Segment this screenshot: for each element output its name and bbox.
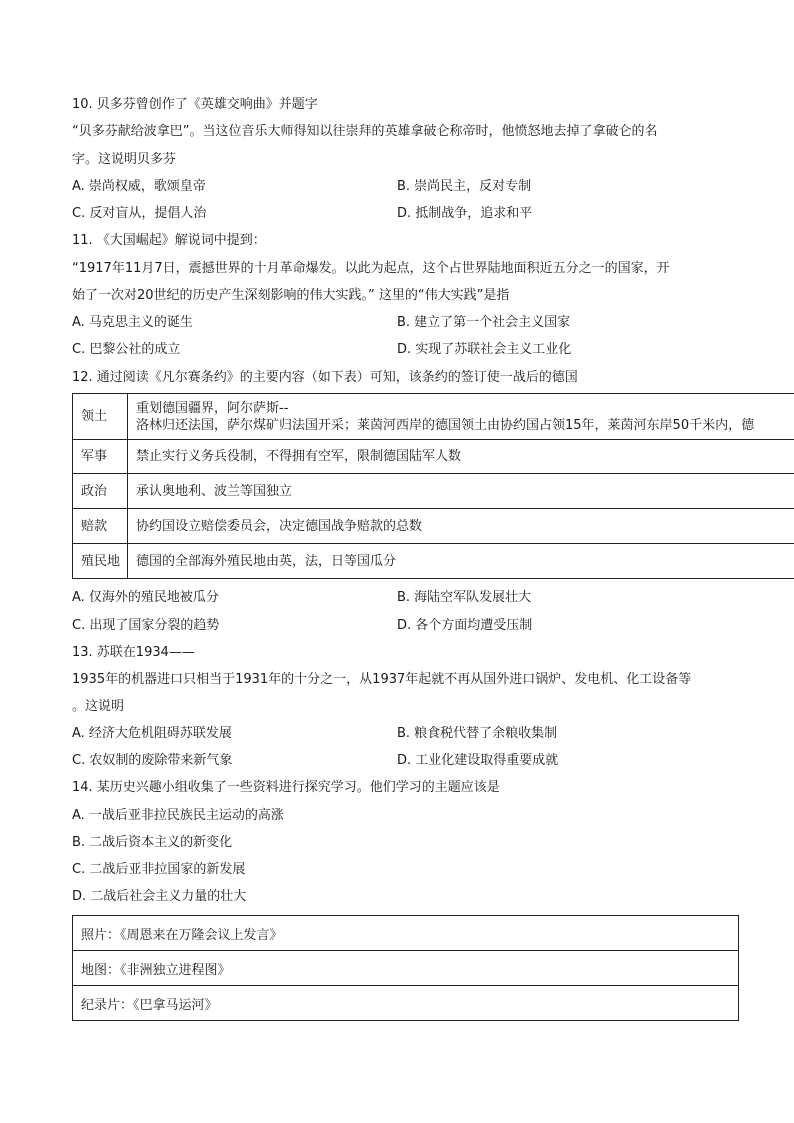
source-cell: 纪录片：《巴拿马运河》 bbox=[73, 986, 739, 1021]
q13-stem-line1: 13. 苏联在1934—— bbox=[72, 645, 195, 660]
q12-option-c: C. 出现了国家分裂的趋势 bbox=[72, 618, 220, 633]
table-row bbox=[73, 440, 794, 474]
q13-option-d: D. 工业化建设取得重要成就 bbox=[397, 753, 559, 768]
table-row bbox=[73, 951, 739, 986]
q10-stem-line3: 字。这说明贝多芬 bbox=[72, 152, 177, 167]
row-content bbox=[128, 394, 794, 440]
q11-stem-line3: 始了一次对20世纪的历史产生深刻影响的伟大实践。” 这里的“伟大实践”是指 bbox=[72, 288, 510, 303]
treaty-table bbox=[72, 393, 794, 579]
sources-table bbox=[72, 915, 739, 1021]
table-row bbox=[73, 916, 739, 951]
q10-option-b: B. 崇尚民主，反对专制 bbox=[397, 179, 532, 194]
q11-option-b: B. 建立了第一个社会主义国家 bbox=[397, 315, 571, 330]
q13-option-b: B. 粮食税代替了余粮收集制 bbox=[397, 726, 558, 741]
q14-option-a: A. 一战后亚非拉民族民主运动的高涨 bbox=[72, 808, 284, 823]
row-content: 协约国设立赔偿委员会，决定德国战争赔款的总数 bbox=[128, 509, 794, 544]
row-key: 领土 bbox=[73, 394, 128, 440]
table-row bbox=[73, 509, 794, 544]
q10-stem-line2: “贝多芬献给波拿巴”。当这位音乐大师得知以往崇拜的英雄拿破仑称帝时，他愤怒地去掉了拿破仑的名 bbox=[72, 124, 658, 139]
table-row bbox=[73, 474, 794, 509]
q11-stem-line1: 11. 《大国崛起》解说词中提到： bbox=[72, 233, 266, 248]
table-row bbox=[73, 394, 794, 440]
table-row bbox=[73, 544, 794, 579]
row-content-line1: 重划德国疆界，阿尔萨斯-- bbox=[136, 400, 289, 416]
q11-stem-line2: “1917年11月7日，震撼世界的十月革命爆发。以此为起点，这个占世界陆地面积近五分之一的国家，开 bbox=[72, 261, 670, 276]
row-content-line2: 洛林归还法国，萨尔煤矿归法国开采；莱茵河西岸的德国领土由协约国占领15年，莱茵河东岸50千米内，德 bbox=[136, 417, 755, 433]
row-key: 政治 bbox=[73, 474, 128, 509]
q10-option-c: C. 反对盲从，提倡人治 bbox=[72, 206, 207, 221]
q13-option-a: A. 经济大危机阻碍苏联发展 bbox=[72, 726, 232, 741]
q14-stem: 14. 某历史兴趣小组收集了一些资料进行探究学习。他们学习的主题应该是 bbox=[72, 780, 500, 795]
q10-option-d: D. 抵制战争，追求和平 bbox=[397, 206, 533, 221]
row-content: 承认奥地利、波兰等国独立 bbox=[128, 474, 794, 509]
q10-option-a: A. 崇尚权威，歌颂皇帝 bbox=[72, 179, 206, 194]
q14-option-c: C. 二战后亚非拉国家的新发展 bbox=[72, 862, 246, 877]
q13-stem-line2: 1935年的机器进口只相当于1931年的十分之一，从1937年起就不再从国外进口锅炉、发电机、化工设备等 bbox=[72, 672, 692, 687]
q12-stem: 12. 通过阅读《凡尔赛条约》的主要内容（如下表）可知，该条约的签订使一战后的德国 bbox=[72, 370, 578, 385]
source-cell: 照片：《周恩来在万隆会议上发言》 bbox=[73, 916, 739, 951]
q14-option-b: B. 二战后资本主义的新变化 bbox=[72, 835, 233, 850]
q11-option-a: A. 马克思主义的诞生 bbox=[72, 315, 193, 330]
q11-option-c: C. 巴黎公社的成立 bbox=[72, 342, 181, 357]
q13-stem-line3: 。这说明 bbox=[72, 699, 125, 714]
q14-option-d: D. 二战后社会主义力量的壮大 bbox=[72, 889, 247, 904]
q11-option-d: D. 实现了苏联社会主义工业化 bbox=[397, 342, 572, 357]
q12-option-b: B. 海陆空军队发展壮大 bbox=[397, 590, 532, 605]
q12-option-d: D. 各个方面均遭受压制 bbox=[397, 618, 533, 633]
table-row bbox=[73, 986, 739, 1021]
row-key: 军事 bbox=[73, 440, 128, 474]
row-content: 德国的全部海外殖民地由英，法，日等国瓜分 bbox=[128, 544, 794, 579]
q12-option-a: A. 仅海外的殖民地被瓜分 bbox=[72, 590, 219, 605]
row-content: 禁止实行义务兵役制，不得拥有空军，限制德国陆军人数 bbox=[128, 440, 794, 474]
source-cell: 地图：《非洲独立进程图》 bbox=[73, 951, 739, 986]
row-key: 殖民地 bbox=[73, 544, 128, 579]
q10-stem-line1: 10. 贝多芬曾创作了《英雄交响曲》并题字 bbox=[72, 97, 318, 112]
row-key: 赔款 bbox=[73, 509, 128, 544]
q13-option-c: C. 农奴制的废除带来新气象 bbox=[72, 753, 233, 768]
